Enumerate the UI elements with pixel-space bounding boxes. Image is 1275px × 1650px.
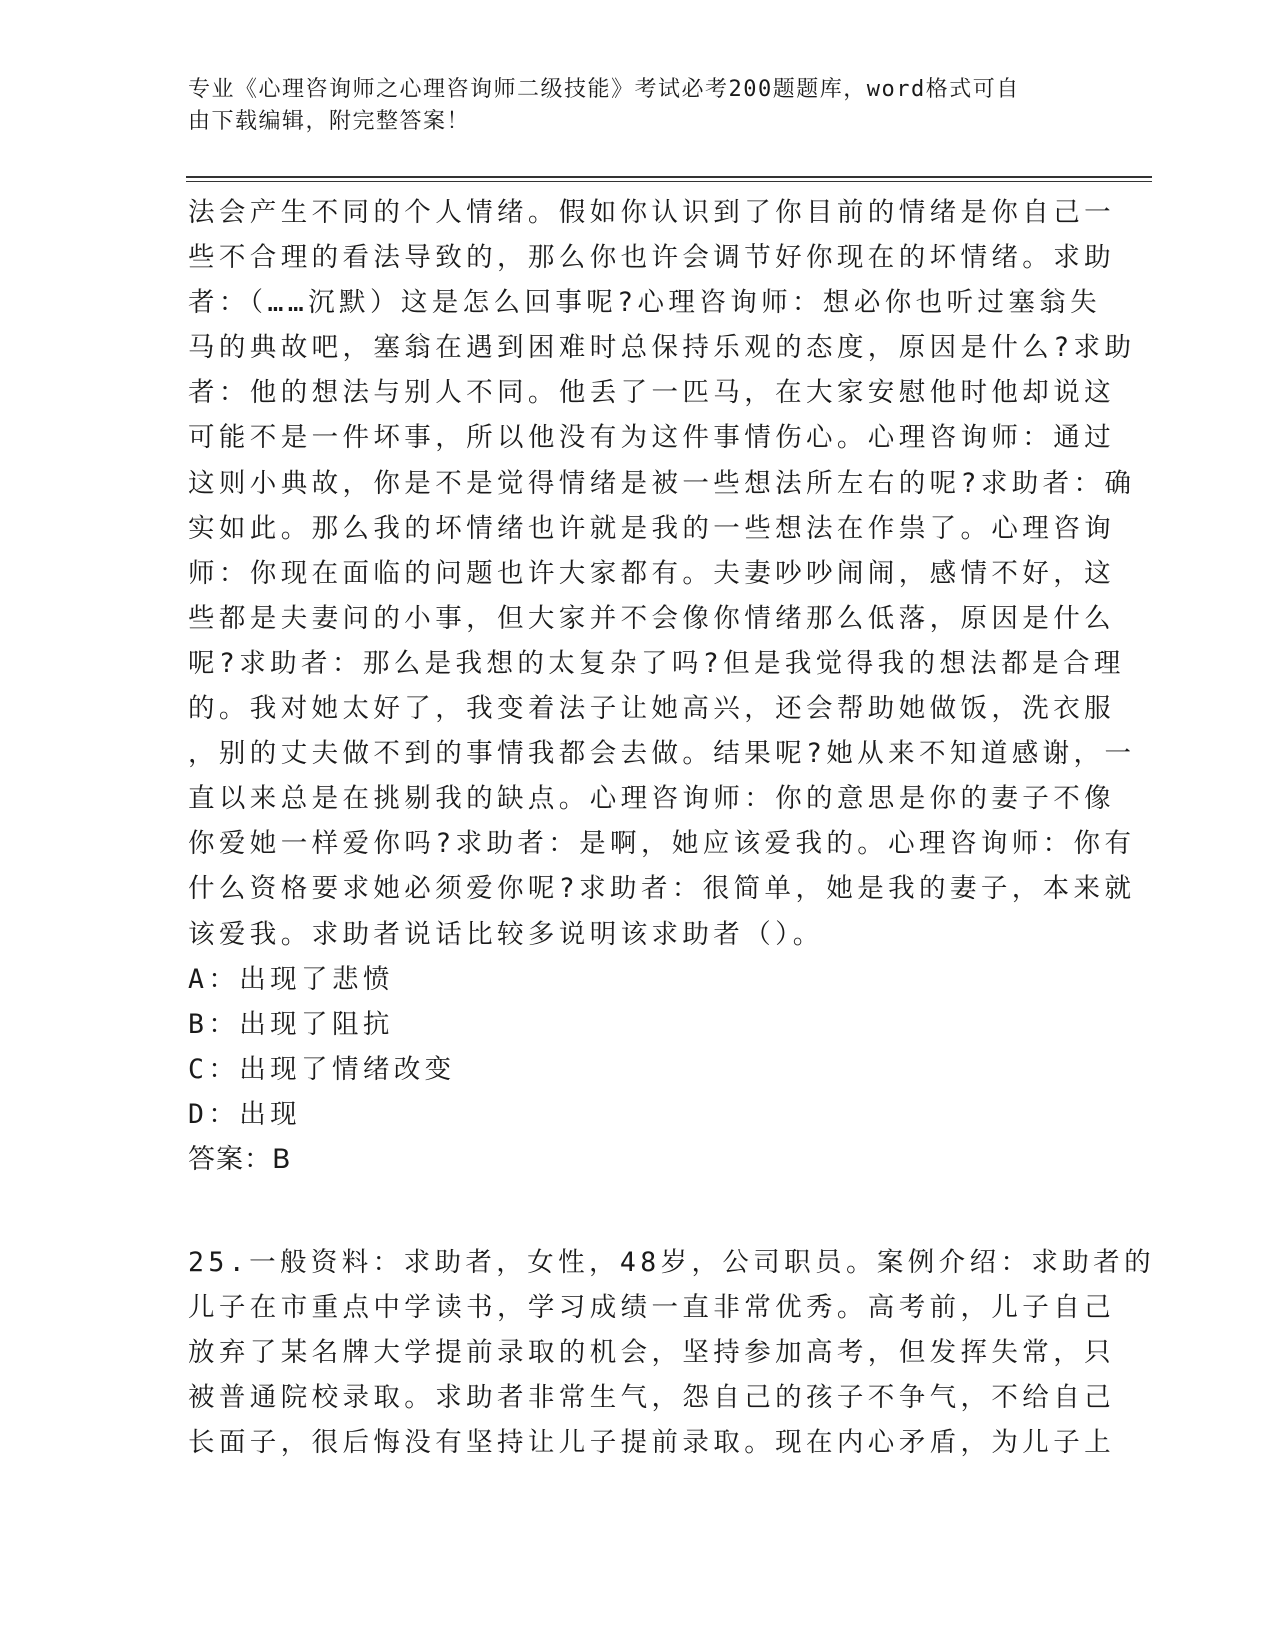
question-text-line: 放弃了某名牌大学提前录取的机会，坚持参加高考，但发挥失常，只 — [188, 1337, 1115, 1369]
question-text-line: 实如此。那么我的坏情绪也许就是我的一些想法在作祟了。心理咨询 — [188, 512, 1115, 544]
header-line-1: 专业《心理咨询师之心理咨询师二级技能》考试必考200题题库，word格式可自 — [188, 77, 1020, 102]
header-divider — [186, 176, 1152, 178]
question-text-line: 呢?求助者：那么是我想的太复杂了吗?但是我觉得我的想法都是合理 — [188, 647, 1125, 679]
header-line-2: 由下载编辑，附完整答案！ — [188, 109, 471, 134]
answer-line: 答案：B — [188, 1143, 292, 1175]
question-text-line: ，别的丈夫做不到的事情我都会去做。结果呢?她从来不知道感谢，一 — [188, 738, 1136, 770]
question-text-line: 25.一般资料：求助者，女性，48岁，公司职员。案例介绍：求助者的 — [188, 1247, 1155, 1278]
question-text-line: 法会产生不同的个人情绪。假如你认识到了你目前的情绪是你自己一 — [188, 197, 1115, 228]
header-divider-thin — [186, 181, 1152, 182]
question-text-line: 些不合理的看法导致的，那么你也许会调节好你现在的坏情绪。求助 — [188, 242, 1115, 274]
question-text-line: 什么资格要求她必须爱你呢?求助者：很简单，她是我的妻子，本来就 — [188, 873, 1136, 905]
option-c: C：出现了情绪改变 — [188, 1053, 456, 1085]
question-text-line: 长面子，很后悔没有坚持让儿子提前录取。现在内心矛盾，为儿子上 — [188, 1427, 1115, 1459]
question-text-line: 些都是夫妻问的小事，但大家并不会像你情绪那么低落，原因是什么 — [188, 602, 1115, 634]
question-text-line: 儿子在市重点中学读书，学习成绩一直非常优秀。高考前，儿子自己 — [188, 1292, 1115, 1324]
question-text-line: 这则小典故，你是不是觉得情绪是被一些想法所左右的呢?求助者：确 — [188, 467, 1136, 499]
question-text-line: 的。我对她太好了，我变着法子让她高兴，还会帮助她做饭，洗衣服 — [188, 693, 1115, 725]
page-header — [188, 74, 1068, 138]
option-b: B：出现了阻抗 — [188, 1008, 394, 1040]
question-24 — [188, 190, 1136, 1182]
question-text-line: 该爱我。求助者说话比较多说明该求助者（）。 — [188, 918, 824, 950]
question-text-line: 被普通院校录取。求助者非常生气，怨自己的孩子不争气，不给自己 — [188, 1382, 1115, 1414]
option-d: D：出现 — [188, 1098, 302, 1130]
option-a: A：出现了悲愤 — [188, 963, 394, 995]
question-text-line: 者：（……沉默）这是怎么回事呢?心理咨询师：想必你也听过塞翁失 — [188, 287, 1102, 319]
question-25 — [188, 1240, 1155, 1465]
question-text-line: 你爱她一样爱你吗?求助者：是啊，她应该爱我的。心理咨询师：你有 — [188, 828, 1136, 860]
question-text-line: 者：他的想法与别人不同。他丢了一匹马，在大家安慰他时他却说这 — [188, 377, 1115, 409]
question-text-line: 师：你现在面临的问题也许大家都有。夫妻吵吵闹闹，感情不好，这 — [188, 557, 1115, 589]
question-text-line: 可能不是一件坏事，所以他没有为这件事情伤心。心理咨询师：通过 — [188, 422, 1115, 454]
question-text-line: 马的典故吧，塞翁在遇到困难时总保持乐观的态度，原因是什么?求助 — [188, 332, 1136, 364]
question-text-line: 直以来总是在挑剔我的缺点。心理咨询师：你的意思是你的妻子不像 — [188, 783, 1115, 815]
